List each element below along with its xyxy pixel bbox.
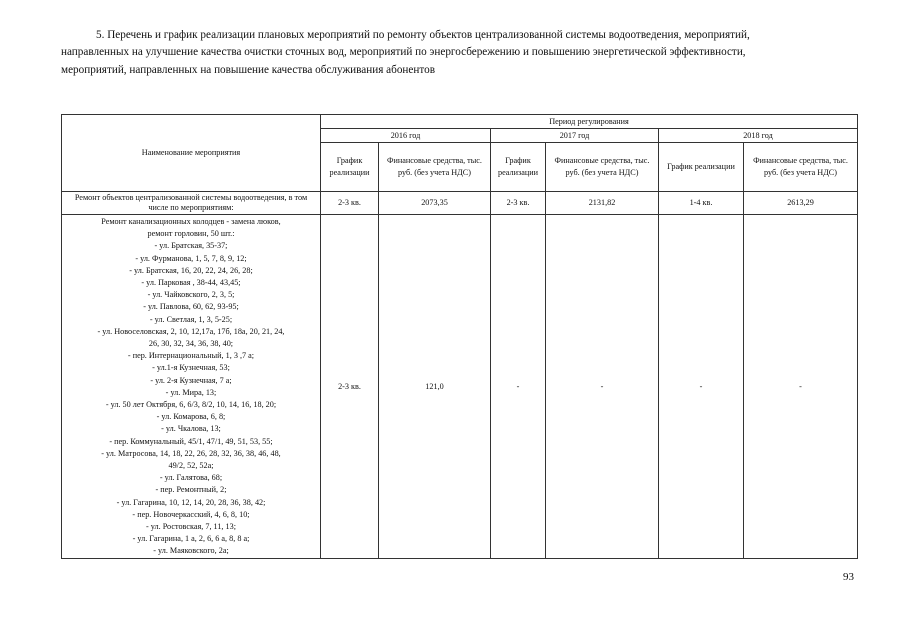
- address-item: - ул. Павлова, 60, 62, 93-95;: [143, 302, 239, 312]
- schedule-cell: 1-4 кв.: [659, 192, 744, 215]
- address-item: - ул. Чкалова, 13;: [161, 424, 221, 434]
- year-header: 2017 год: [491, 129, 659, 143]
- address-item: - ул. 50 лет Октября, 6, 6/3, 8/2, 10, 14, 16, 18, 20;: [105, 400, 277, 410]
- address-item: - пер. Новочеркасский, 4, 6, 8, 10;: [132, 509, 250, 519]
- heading-line: 5. Перечень и график реализации плановых мероприятий по ремонту объектов централизованной системы водоотведения, мероприятий,: [96, 29, 750, 41]
- page-number: 93: [843, 571, 854, 583]
- regulation-period-header: Период регулирования: [321, 115, 858, 129]
- schedule-cell: 2-3 кв.: [321, 215, 379, 559]
- address-item: - ул. Матросова, 14, 18, 22, 26, 28, 32, 36, 38, 46, 48,: [101, 448, 281, 458]
- finance-cell: 2131,82: [546, 192, 659, 215]
- year-header: 2016 год: [321, 129, 491, 143]
- finance-cell: 2613,29: [744, 192, 858, 215]
- address-item: - ул. Маяковского, 2а;: [153, 546, 229, 556]
- table-row: [62, 215, 858, 559]
- address-item: - ул.1-я Кузнечная, 53;: [152, 363, 230, 373]
- finance-cell: -: [546, 215, 659, 559]
- address-item: - ул. Светлая, 1, 3, 5-25;: [149, 314, 233, 324]
- schedule-cell: -: [491, 215, 546, 559]
- address-item: 26, 30, 32, 34, 36, 38, 40;: [148, 339, 234, 349]
- schedule-cell: 2-3 кв.: [491, 192, 546, 215]
- finance-cell: 121,0: [379, 215, 491, 559]
- address-item: - ул. Фурманова, 1, 5, 7, 8, 9, 12;: [135, 253, 247, 263]
- address-item: - пер. Интернациональный, 1, 3 ,7 а;: [127, 351, 255, 361]
- address-item: - ул. Гагарина, 1 а, 2, 6, 6 а, 8, 8 а;: [132, 534, 250, 544]
- address-item: - пер. Ремонтный, 2;: [155, 485, 227, 495]
- address-item: 49/2, 52, 52а;: [168, 461, 214, 471]
- address-item: - ул. Братская, 16, 20, 22, 24, 26, 28;: [129, 265, 253, 275]
- address-item: - ул. 2-я Кузнечная, 7 а;: [150, 375, 232, 385]
- schedule-cell: -: [659, 215, 744, 559]
- heading-line: мероприятий, направленных на повышение качества обслуживания абонентов: [61, 63, 435, 76]
- address-item: - пер. Коммунальный, 45/1, 47/1, 49, 51, 53, 55;: [109, 436, 273, 446]
- section-heading: [61, 27, 861, 79]
- address-item: - ул. Галятова, 68;: [159, 473, 223, 483]
- address-item: - ул. Новоселовская, 2, 10, 12,17а, 17б, 18а, 20, 21, 24,: [97, 326, 285, 336]
- finance-header: Финансовые средства, тыс. руб. (без учета НДС): [546, 143, 659, 192]
- activity-name-line: ремонт горловин, 50 шт.:: [147, 229, 235, 239]
- schedule-header: График реализации: [659, 143, 744, 192]
- activity-name-line: Ремонт канализационных колодцев - замена люков,: [101, 217, 281, 226]
- finance-header: Финансовые средства, тыс. руб. (без учета НДС): [379, 143, 491, 192]
- activity-name: Ремонт объектов централизованной системы водоотведения, в том числе по мероприятиям:: [62, 192, 321, 215]
- activities-table: [61, 114, 858, 559]
- finance-header: Финансовые средства, тыс. руб. (без учета НДС): [744, 143, 858, 192]
- address-item: - ул. Ростовская, 7, 11, 13;: [146, 522, 236, 532]
- activity-name-header: Наименование мероприятия: [62, 115, 321, 192]
- schedule-header: График реализации: [491, 143, 546, 192]
- address-item: - ул. Чайковского, 2, 3, 5;: [147, 290, 235, 300]
- schedule-cell: 2-3 кв.: [321, 192, 379, 215]
- address-item: - ул. Братская, 35-37;: [154, 241, 228, 251]
- finance-cell: -: [744, 215, 858, 559]
- table-row: [62, 192, 858, 215]
- schedule-header: График реализации: [321, 143, 379, 192]
- finance-cell: 2073,35: [379, 192, 491, 215]
- year-header: 2018 год: [659, 129, 858, 143]
- address-item: - ул. Комарова, 6, 8;: [156, 412, 226, 422]
- address-item: - ул. Гагарина, 10, 12, 14, 20, 28, 36, 38, 42;: [116, 497, 266, 507]
- activity-name: [62, 215, 321, 559]
- address-item: - ул. Парковая , 38-44, 43,45;: [141, 278, 241, 288]
- address-item: - ул. Мира, 13;: [165, 387, 217, 397]
- heading-line: направленных на улучшение качества очистки сточных вод, мероприятий по энергосбережению и повышению энергетической эффективности,: [61, 46, 746, 59]
